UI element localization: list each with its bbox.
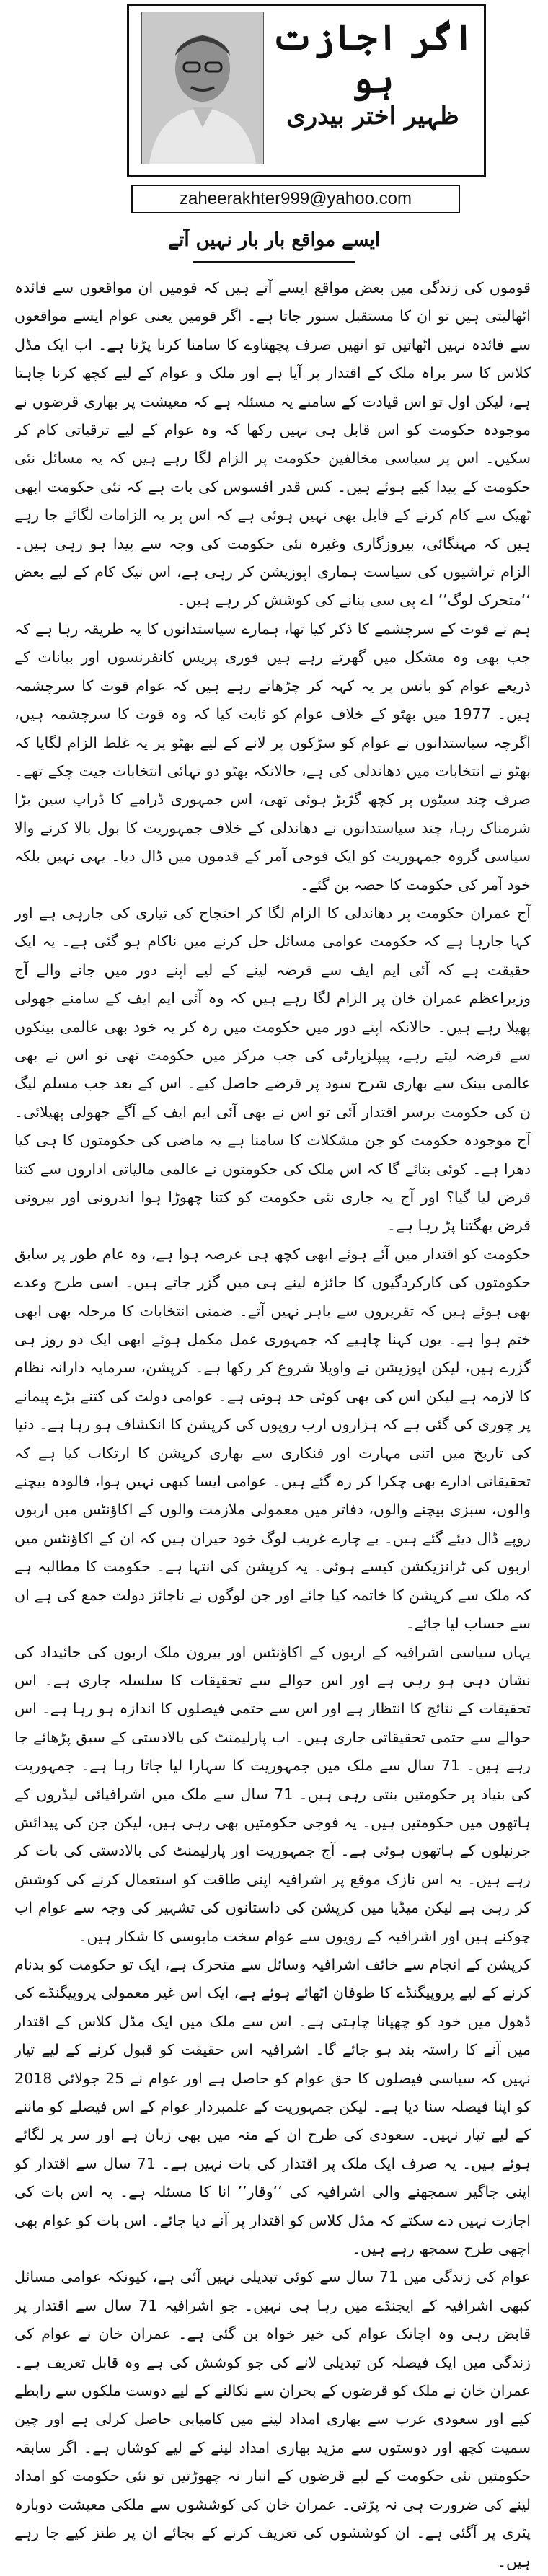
author-portrait-image bbox=[142, 12, 263, 164]
article-body bbox=[14, 274, 531, 2570]
paragraph: حکومت کو اقتدار میں آئے ہوئے ابھی کچھ ہی عرصہ ہوا ہے، وہ عام طور پر سابق حکومتوں کی کارکردگیوں کا جائزہ لینے ہی میں گزر جاتے ہیں۔ اسی طرح وعدے بھی ہوئے ہیں کہ تقریروں سے باہر نہیں آتے۔ ضمنی انتخابات کا مرحلہ بھی ابھی ختم ہوا ہے۔ یوں کہنا چاہیے کہ جمہوری عمل مکمل ہوئے ابھی ایک دو روز ہی گزرے ہیں، لیکن اپوزیشن نے واویلا شروع کر رکھا ہے۔ کرپشن، سرمایہ دارانہ نظام کا لازمہ ہے لیکن اس کی بھی کوئی حد ہوتی ہے۔ عوامی دولت کی کتنے بڑے پیمانے پر چوری کی گئی ہے کہ ہزاروں ارب روپوں کی کرپشن کا انکشاف ہو رہا ہے۔ دنیا کی تاریخ میں اتنی مہارت اور فنکاری سے بھاری کرپشن کا ارتکاب کیا ہے کہ تحقیقاتی ادارے بھی چکرا کر رہ گئے ہیں۔ عوامی ایسا کبھی نہیں ہوا، فالودہ بیچنے والوں، سبزی بیچنے والوں، دفاتر میں معمولی ملازمت والوں کے اکاؤنٹس میں اربوں روپے ڈال دیئے گئے ہیں۔ بے چارے غریب لوگ خود حیران ہیں کہ ان کے اکاؤنٹس میں اربوں کی ٹرانزیکشن کیسے ہوئی۔ یہ کرپشن کی انتہا ہے۔ حکومت کا مطالبہ ہے کہ ملک سے کرپشن کا خاتمہ کیا جائے اور جن لوگوں نے ناجائز دولت جمع کی ہے ان سے حساب لیا جائے۔ bbox=[14, 1245, 531, 1633]
author-portrait bbox=[141, 12, 264, 164]
column-title: اگر اجازت ہو bbox=[271, 16, 474, 101]
paragraph: ہم نے قوت کے سرچشمے کا ذکر کیا تھا، ہمارے سیاستدانوں کا یہ طریقہ رہا ہے کہ جب بھی وہ مشکل میں گھرتے رہے ہیں فوری پریس کانفرنسوں اور بیانات کے ذریعے عوام کو بانس پر یہ کہہ کر چڑھاتے رہے ہیں کہ عوام قوت کا سرچشمہ ہیں۔ 1977 میں بھٹو کے خلاف عوام کو ثابت کیا کہ وہ قوت کا سرچشمہ ہیں، اگرچہ سیاستدانوں نے عوام کو سڑکوں پر لانے کے لیے بھٹو پر یہ غلط الزام لگایا کہ بھٹو نے انتخابات میں دھاندلی کی ہے، حالانکہ بھٹو دو تہائی انتخابات جیت چکے تھے۔ صرف چند سیٹوں پر کچھ گڑبڑ ہوئی تھی، اس جمہوری ڈرامے کا ڈراپ سین بڑا شرمناک رہا، چند سیاستدانوں نے دھاندلی کے خلاف جمہوریت کا بول بالا کرنے والا سیاسی گروہ جمہوریت کو ایک فوجی آمر کے قدموں میں ڈال دیا۔ یہی نہیں بلکہ خود آمر کی حکومت کا حصہ بن گئے۔ bbox=[14, 619, 531, 894]
article-title: ایسے مواقع بار بار نہیں آتے bbox=[167, 229, 381, 251]
author-name: ظہیر اختر بیدری bbox=[286, 102, 459, 131]
paragraph: آج عمران حکومت پر دھاندلی کا الزام لگا کر احتجاج کی تیاری کی جارہی ہے اور کہا جارہا ہے کہ حکومت عوامی مسائل حل کرنے میں ناکام ہو گئی ہے۔ یہ ایک حقیقت ہے کہ آئی ایم ایف سے قرضہ لینے کے لیے اپنے دور میں جانے والے آج وزیراعظم عمران خان پر الزام لگا رہے ہیں کہ وہ آئی ایم ایف کے سامنے جھولی پھیلا رہے ہیں۔ حالانکہ اپنے دور میں حکومت میں رہ کر یہ خود بھی عالمی بینکوں سے قرضہ لیتے رہے، پیپلزپارٹی کی جب مرکز میں حکومت تھی تو اس نے بھی عالمی بینک سے بھاری شرح سود پر قرضے حاصل کیے۔ اس کے بعد جب مسلم لیگ ن کی حکومت برسر اقتدار آئی تو اس نے بھی آئی ایم ایف کے آگے جھولی پھیلائی۔ آج موجودہ حکومت کو جن مشکلات کا سامنا ہے یہ ماضی کی حکومتوں کا ہی کیا دھرا ہے۔ کوئی بتائے گا کہ اس ملک کی حکومتوں نے عالمی مالیاتی اداروں سے کتنا قرض لیا گیا؟ اور آج یہ جاری نئی حکومت کو کتنا چھوڑا ہوا اندرونی اور بیرونی قرض بھگتنا پڑ رہا ہے۔ bbox=[14, 904, 531, 1235]
paragraph: قوموں کی زندگی میں بعض مواقع ایسے آتے ہیں کہ قومیں ان مواقعوں سے فائدہ اٹھالیتی ہیں تو ان کا مستقبل سنور جاتا ہے۔ اگر قومیں یعنی عوام ایسے مواقعوں سے فائدہ نہیں اٹھاتیں تو انھیں صرف پچھتاوے کا سامنا کرنا پڑتا ہے۔ اب ایک مڈل کلاس کا سر براہ ملک کے اقتدار پر آیا ہے اور ملک و عوام کے لیے کچھ کرنا چاہتا ہے، لیکن اول تو اس قیادت کے سامنے یہ مسئلہ ہے کہ معیشت پر بھاری قرضوں نے موجودہ حکومت کو اس قابل ہی نہیں رکھا کہ وہ عوام کے لیے ترقیاتی کام کر سکیں۔ اس پر سیاسی مخالفین حکومت پر الزام لگا رہے ہیں کہ یہ مسائل نئی حکومت کے پیدا کیے ہوئے ہیں۔ کس قدر افسوس کی بات ہے کہ نئی حکومت ابھی ٹھیک سے کام کرنے کے قابل بھی نہیں ہوئی ہے کہ اس پر یہ الزامات لگائے جا رہے ہیں کہ مہنگائی، بیروزگاری وغیرہ نئی حکومت کی وجہ سے پیدا ہو رہی ہیں۔ الزام تراشیوں کی سیاست ہماری اپوزیشن کر رہی ہے، اس نیک کام کے لیے بعض ‘‘متحرک لوگ’’ اے پی سی بنانے کی کوشش کر رہے ہیں۔ bbox=[14, 279, 531, 609]
paragraph: کرپشن کے انجام سے خائف اشرافیہ وسائل سے متحرک ہے، ایک تو حکومت کو بدنام کرنے کے لیے پروپیگنڈے کا طوفان اٹھائے ہوئے ہے، ایک اس غیر معمولی پروپیگنڈے کی ڈھول میں خود کو چھپانا چاہتی ہے۔ اس سے ملک میں ایک مڈل کلاس کے اقتدار میں آنے کا راستہ بند ہو جائے گا۔ اشرافیہ اس حقیقت کو قبول کرنے کے لیے تیار نہیں کہ سیاسی فیصلوں کا حق عوام کو حاصل ہے اور عوام نے 25 جولائی 2018 کو اپنا فیصلہ سنا دیا ہے۔ لیکن جمہوریت کے علمبردار عوام کے اس فیصلے کو ماننے کے لیے تیار نہیں۔ سعودی کی طرح ان کے منہ میں بھی زبان ہے اور سر پر لگائے ہوئے ہیں۔ یہ صرف ایک ملک پر اقتدار کی بات نہیں ہے۔ 71 سال سے اقتدار کو اپنی جاگیر سمجھنے والی اشرافیہ کی ‘‘وقار’’ انا کا مسئلہ ہے۔ یہ اس بات کی اجازت نہیں دے سکتے کہ مڈل کلاس کو اقتدار پر آنے دیا جائے۔ اس بات کو عوام بھی اچھی طرح سمجھ رہے ہیں۔ bbox=[14, 1955, 531, 2258]
paragraph: یہاں سیاسی اشرافیہ کے اربوں کے اکاؤنٹس اور بیرون ملک اربوں کی جائیداد کی نشان دہی ہو رہی ہے اور اس حوالے سے تحقیقات کا سلسلہ جاری ہے۔ اس تحقیقات کے نتائج کا انتظار ہے اور اس سے حتمی فیصلوں کا اندازہ ہو رہا ہے۔ اس حوالے سے حتمی تحقیقاتی جاری ہیں۔ اب پارلیمنٹ کی بالادستی کے سبق پڑھائے جا رہے ہیں۔ 71 سال سے ملک میں جمہوریت کا سہارا لیا جاتا رہا ہے۔ جمہوریت کی بنیاد پر حکومتیں بنتی رہی ہیں۔ 71 سال سے ملک میں اشرافیائی لیڈروں کے ہاتھوں میں حکومتیں ہیں۔ یہ فوجی حکومتیں بھی رہی ہیں، لیکن جن کی پیدائش جرنیلوں کے ہاتھوں ہوئی ہے۔ آج جمہوریت اور پارلیمنٹ کی بالادستی کی بات کر رہے ہیں۔ یہ اس نازک موقع پر اشرافیہ اپنی طاقت کو استعمال کرنے کی کوشش کر رہی ہے لیکن میڈیا میں کرپشن کی داستانوں کی تشہیر کی وجہ سے عوام اب چوکنے ہیں اور اشرافیہ کے رویوں سے عوام سخت مایوسی کا شکار ہیں۔ bbox=[14, 1643, 531, 1945]
author-email[interactable]: zaheerakhter999@yahoo.com bbox=[131, 185, 460, 213]
paragraph: عوام کی زندگی میں 71 سال سے کوئی تبدیلی نہیں آئی ہے، کیونکہ عوامی مسائل کبھی اشرافیہ کے ایجنڈے میں رہا ہی نہیں۔ جو اشرافیہ 71 سال سے اقتدار پر قابض رہی وہ اچانک عوام کی خیر خواہ بن گئی ہے۔ عمران خان نے عوام کی زندگی میں ایک فیصلہ کن تبدیلی لانے کی جو کوشش کی ہے وہ قابل تعریف ہے۔ عمران خان نے ملک کو قرضوں کے بحران سے نکالنے کے لیے دوست ملکوں سے رابطے کیے اور سعودی عرب سے بھاری امداد لینے میں کامیابی حاصل کرلی ہے اور چین سمیت کچھ اور دوستوں سے مزید بھاری امداد لینے کے لیے کوشاں ہے۔ اگر سابقہ حکومتیں نئی حکومت کے لیے قرضوں کے انبار نہ چھوڑتیں تو نئی حکومت کو امداد لینے کی ضرورت ہی نہ پڑتی۔ عمران خان کی کوششوں سے ملکی معیشت دوبارہ پٹری پر آگئی ہے۔ ان کوششوں کی تعریف کرنے کے بجائے ان پر طنز کیے جا رہے ہیں۔ bbox=[14, 2268, 531, 2570]
column-header bbox=[0, 0, 548, 268]
title-underline bbox=[193, 261, 355, 263]
